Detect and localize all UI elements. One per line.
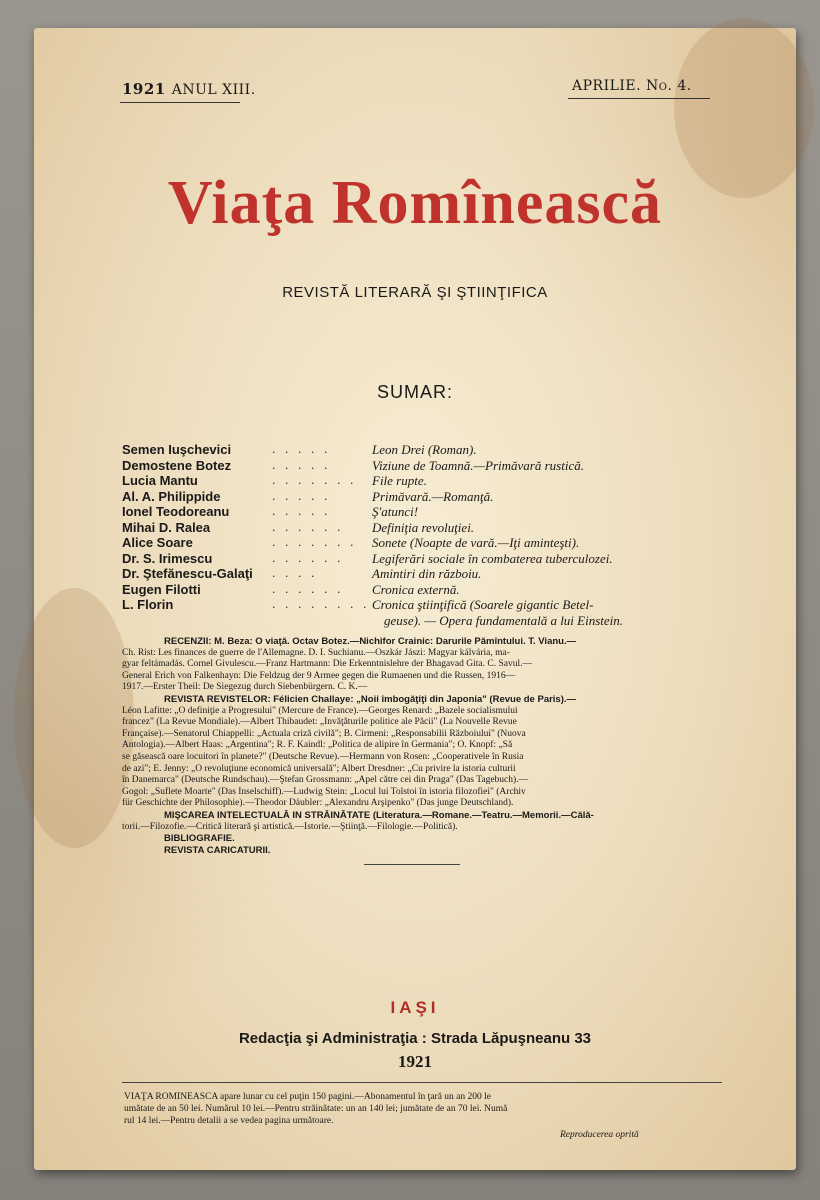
sections-line: REVISTA CARICATURII. (164, 844, 271, 856)
sections-line: Française).—Senatorul Chiappelli: „Actuala criză civilă"; B. Cirmeni: „Responsabilii Războiului" (Nuova (122, 728, 526, 739)
footer-divider (122, 1082, 722, 1083)
toc-title: Sonete (Noapte de vară.—Iţi aminteşti). (372, 535, 580, 550)
header-rule-left (120, 102, 240, 103)
toc-row (122, 597, 722, 613)
footer-line: rul 14 lei.—Pentru detalii a se vedea pagina următoare. (124, 1115, 334, 1126)
toc-title: Legiferări sociale în combaterea tuberculozei. (372, 550, 613, 566)
toc-continuation: geuse). — Opera fundamentală a lui Einstein. (384, 612, 624, 628)
toc-row (122, 489, 722, 505)
magazine-subtitle: REVISTĂ LITERARĂ ŞI ŞTIINŢIFICA (282, 284, 548, 301)
toc-leader: . . . . . . (272, 582, 344, 596)
toc-leader: . . . . (272, 567, 318, 580)
toc-title: Leon Drei (Roman). (372, 442, 477, 457)
toc-leader: . . . . . (272, 443, 331, 456)
toc-title: Primăvară.—Romanţă. (372, 488, 494, 504)
imprint-city: IAŞI (390, 998, 440, 1017)
sections-line: de azi"; E. Jenny: „O revoluţiune economică universală"; Albert Dresdner: „Cu privire la istoria culturii (122, 763, 516, 774)
toc-title: Cronica externă. (372, 581, 460, 597)
toc-author: Semen Iuşchevici (122, 442, 232, 457)
imprint-address: Redacţia şi Administraţia : Strada Lăpuşneanu 33 (238, 1030, 592, 1047)
sections-line: Ch. Rist: Les finances de guerre de l'Allemagne. D. I. Suchianu.—Oszkár Jászi: Magyar kálvária, ma- (122, 647, 510, 658)
toc-leader: . . . . . (272, 489, 331, 503)
toc-row (122, 473, 722, 489)
toc-row (122, 504, 722, 520)
sections-line: REVISTA REVISTELOR: Félicien Challaye: „Noii îmbogăţiţi din Japonia" (Revue de Paris).— (164, 693, 577, 705)
toc-leader: . . . . . . (272, 551, 344, 565)
sections-line: torii.—Filozofie.—Critică literară şi artistică.—Istorie.—Ştiinţă.—Filologie.—Politică). (122, 821, 458, 832)
toc-author: Ionel Teodoreanu (122, 504, 230, 519)
toc-title: Cronica ştiinţifică (Soarele gigantic Betel- (372, 597, 594, 612)
header-rule-right (568, 98, 710, 99)
toc-title: Amintiri din războiu. (372, 566, 482, 581)
sections-line: RECENZII: M. Beza: O viaţă. Octav Botez.—Nichifor Crainic: Darurile Pămîntului. T. Vianu.— (164, 636, 577, 647)
toc-author: Al. A. Philippide (122, 488, 221, 504)
sections-list (122, 636, 718, 856)
sections-line: în Danemarca" (Deutsche Rundschau).—Ştefan Grossmann: „Apel către cei din Praga" (Das Tagebuch).— (122, 775, 529, 786)
toc-author: Mihai D. Ralea (122, 519, 211, 535)
toc-leader: . . . . . (272, 505, 331, 518)
sections-line: MIŞCAREA INTELECTUALĂ IN STRĂINĂTATE (Literatura.—Romane.—Teatru.—Memorii.—Călă- (164, 809, 594, 821)
sections-line: se găsească oare locuitori în planete?" (Deutsche Revue).—Hermann von Rosen: „Cooperativele în Rusia (122, 751, 524, 762)
toc-author: L. Florin (122, 597, 174, 612)
toc-author: Demostene Botez (122, 457, 232, 473)
toc-title: Viziune de Toamnă.—Primăvară rustică. (372, 457, 584, 473)
sections-line: Gogol: „Suflete Moarte" (Das Inselschiff).—Ludwig Stein: „Locul lui Tolstoi în istoria filozofiei" (Archiv (122, 786, 526, 797)
subscription-notice (124, 1092, 724, 1127)
toc-leader: . . . . . . . . (272, 598, 370, 611)
toc-leader: . . . . . (272, 458, 331, 472)
sections-line: für Geschichte der Philosophie).—Theodor Däubler: „Alexandru Arşipenko" (Das junge Deutschland). (122, 798, 514, 809)
toc-leader: . . . . . . . (272, 474, 357, 487)
issue-volume: ANUL XIII. (171, 82, 256, 98)
issue-number: APRILIE. No. 4. (572, 78, 692, 94)
toc-author: Lucia Mantu (122, 473, 198, 488)
footer-line: VIAŢA ROMÎNEASCA apare lunar cu cel puţin 150 pagini.—Abonamentul în ţară un an 200 le (124, 1092, 491, 1102)
toc-author: Alice Soare (122, 535, 193, 550)
toc-title: Definiţia revoluţiei. (372, 519, 475, 535)
issue-year: 1921 (122, 80, 166, 98)
sections-line: BIBLIOGRAFIE. (164, 833, 235, 845)
contents-heading: SUMAR: (376, 382, 453, 402)
magazine-cover (34, 28, 796, 1170)
table-of-contents (122, 442, 722, 628)
toc-row (122, 535, 722, 551)
toc-leader: . . . . . . . (272, 536, 357, 549)
sections-line: gyar feltámadás. Cornel Givulescu.—Franz Hartmann: Die Erkenntnislehre der Bhagavad Gita. C. Savul.— (122, 659, 532, 670)
toc-row (122, 442, 722, 458)
sections-line: 1917.—Erster Theil: De Siegezug durch Siebenbürgern. C. K.— (122, 682, 368, 693)
sections-line: francez" (La Revue Mondiale).—Albert Thibaudet: „Invăţăturile politice ale Păcii" (La Nouvelle Revue (122, 717, 517, 728)
toc-title: File rupte. (372, 473, 427, 488)
toc-author: Dr. Ştefănescu-Galaţi (122, 566, 253, 581)
divider (364, 864, 460, 865)
toc-title: Ş'atunci! (372, 504, 419, 519)
reproduction-notice: Reproducerea oprită (560, 1130, 639, 1140)
toc-row (122, 582, 722, 598)
issue-year-volume (122, 80, 256, 98)
sections-line: Léon Lafitte: „O definiţie a Progresului" (Mercure de France).—Georges Renard: „Bazele socialismului (122, 705, 518, 716)
paper-stain (14, 588, 134, 848)
toc-row (122, 551, 722, 567)
imprint-year: 1921 (398, 1052, 432, 1071)
sections-line: Antologia).—Albert Haas: „Argentina"; R. F. Kaindl: „Politica de alipire în Germania"; O. Knopf: „Să (122, 740, 513, 751)
sections-line: General Erich von Falkenhayn: Die Feldzug der 9 Armee gegen die Rumaenen und die Russen, 1916— (122, 670, 516, 681)
toc-row (122, 566, 722, 582)
toc-author: Eugen Filotti (122, 581, 201, 597)
magazine-title: Viaţa Romînească (167, 169, 663, 237)
toc-row (122, 520, 722, 536)
footer-line: umătate de an 50 lei. Numărul 10 lei.—Pentru străinătate: un an 140 lei; jumătate de an 70 lei. Numă (124, 1103, 508, 1114)
toc-author: Dr. S. Irimescu (122, 550, 213, 566)
toc-leader: . . . . . . (272, 520, 344, 534)
toc-row (122, 458, 722, 474)
